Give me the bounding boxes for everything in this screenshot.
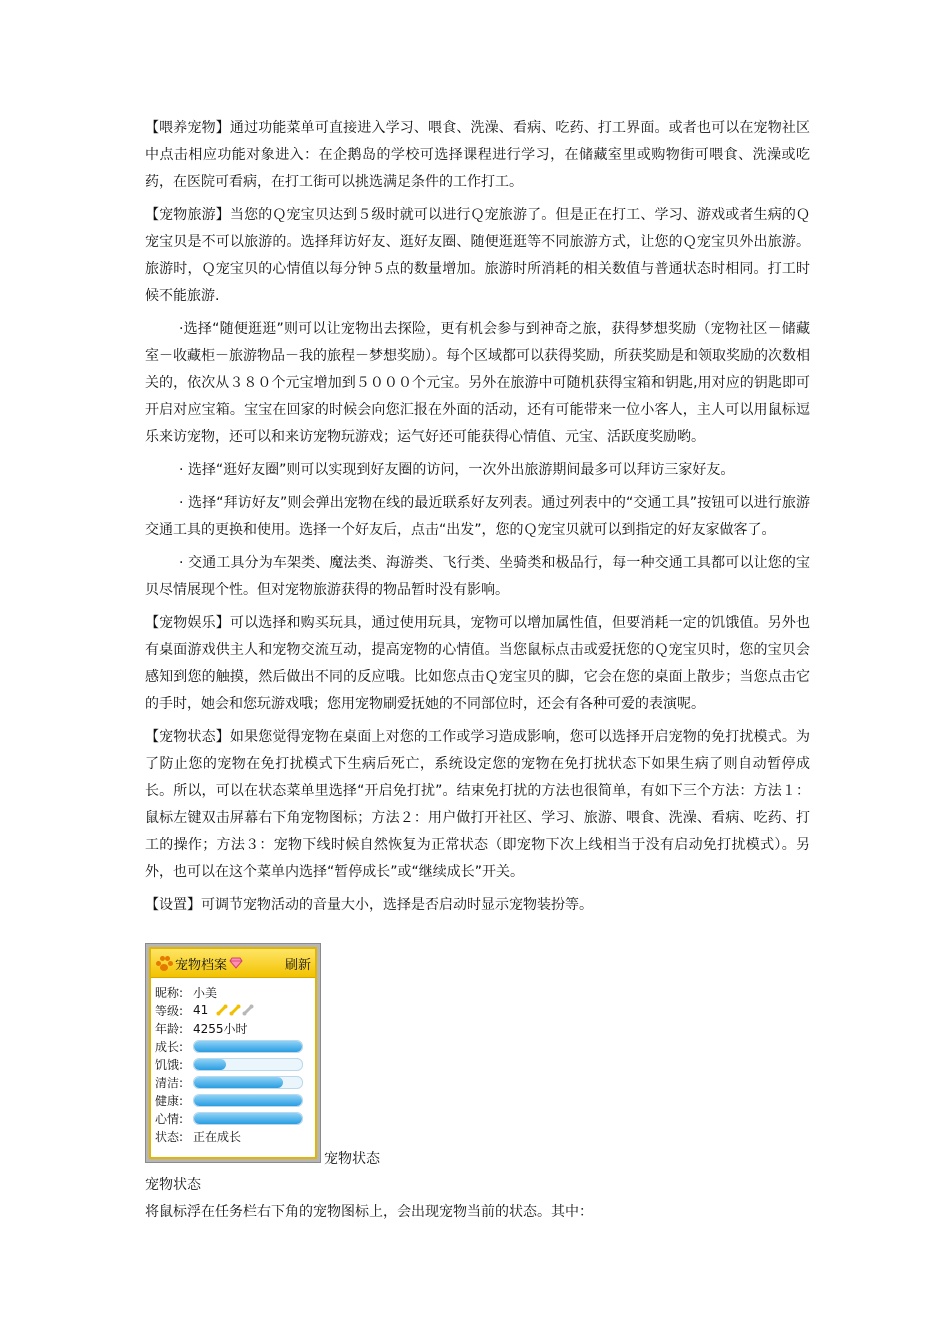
paragraph-text: 如果您觉得宠物在桌面上对您的工作或学习造成影响，您可以选择开启宠物的免打扰模式。为了防止您的宠物在免打扰模式下生病后死亡，系统设定您的宠物在免打扰状态下如果生病了则自动暂停成长。所以，可以在状态菜单里选择“开启免打扰”。结束免打扰的方法也很简单，有如下三个方法：方法１：鼠标左键双击屏幕右下角宠物图标；方法２：用户做打开社区、学习、旅游、喂食、洗澡、看病、吃药、打工的操作；方法３：宠物下线时候自然恢复为正常状态（即宠物下次上线相当于没有启动免打扰模式）。另外，也可以在这个菜单内选择“暂停成长”或“继续成长”开关。	[145, 729, 811, 880]
paragraph-pet-status	[145, 724, 810, 886]
growth-label: 成长:	[155, 1039, 184, 1054]
paragraph-random-stroll: ·选择“随便逛逛”则可以让宠物出去探险，更有机会参与到神奇之旅，获得梦想奖励（宠物社区－储藏室－收藏柜－旅游物品－我的旅程－梦想奖励）。每个区域都可以获得奖励，所获奖励是和领取奖励的次数相关的，依次从３８０个元宝增加到５０００个元宝。另外在旅游中可随机获得宝箱和钥匙,用对应的钥匙即可开启对应宝箱。宝宝在回家的时候会向您汇报在外面的活动，还有可能带来一位小客人，主人可以用鼠标逗乐来访宠物，还可以和来访宠物玩游戏；运气好还可能获得心情值、元宝、活跃度奖励哟。	[145, 321, 810, 445]
paragraph-feed-pet	[145, 115, 810, 196]
paragraph-text: 可以选择和购买玩具，通过使用玩具，宠物可以增加属性值，但要消耗一定的饥饿值。另外也有桌面游戏供主人和宠物交流互动，提高宠物的心情值。当您鼠标点击或爱抚您的Ｑ宠宝贝时，您的宝贝会感知到您的触摸，然后做出不同的反应哦。比如您点击Ｑ宠宝贝的脚，它会在您的桌面上散步；当您点击它的手时，她会和您玩游戏哦；您用宠物刷爱抚她的不同部位时，还会有各种可爱的表演呢。	[145, 615, 811, 712]
nickname-value: 小美	[193, 985, 218, 1000]
section-head: 【设置】	[145, 897, 201, 913]
pet-profile-panel	[145, 943, 321, 1163]
document-body	[145, 115, 810, 925]
paragraph-text: 通过功能菜单可直接进入学习、喂食、洗澡、看病、吃药、打工界面。或者也可以在宠物社区中点击相应功能对象进入：在企鹅岛的学校可选择课程进行学习，在储藏室里或购物街可喂食、洗澡或吃药，在医院可看病，在打工街可以挑选满足条件的工作打工。	[145, 120, 811, 190]
hunger-label: 饥饿:	[155, 1057, 184, 1072]
growth-bar	[193, 1040, 303, 1053]
health-label: 健康:	[155, 1093, 184, 1108]
bone-icon	[242, 1004, 254, 1016]
bar-fill	[194, 1113, 302, 1124]
clean-bar	[193, 1076, 303, 1089]
level-label: 等级:	[155, 1003, 184, 1018]
stat-row	[155, 1055, 315, 1073]
bar-fill	[194, 1095, 302, 1106]
status-row	[155, 1127, 315, 1145]
panel-header	[151, 949, 315, 978]
last-paragraph: 将鼠标浮在任务栏右下角的宠物图标上，会出现宠物当前的状态。其中：	[145, 1204, 593, 1220]
bar-fill	[194, 1041, 302, 1052]
status-label: 状态:	[155, 1129, 184, 1144]
section-head: 【宠物娱乐】	[145, 615, 230, 631]
age-value: 4255小时	[193, 1021, 248, 1036]
health-bar	[193, 1094, 303, 1107]
paragraph-vehicles: · 交通工具分为车架类、魔法类、海游类、飞行类、坐骑类和极品行，每一种交通工具都可以让您的宝贝尽情展现个性。但对宠物旅游获得的物品暂时没有影响。	[145, 555, 810, 598]
paragraph-text: 可调节宠物活动的音量大小，选择是否启动时显示宠物装扮等。	[201, 897, 593, 913]
bar-fill	[194, 1077, 283, 1088]
image-caption-inline: 宠物状态	[324, 1151, 380, 1167]
paragraph-pet-travel	[145, 202, 810, 310]
paragraph-friend-circle: · 选择“逛好友圈”则可以实现到好友圈的访问，一次外出旅游期间最多可以拜访三家好友。	[179, 462, 735, 478]
age-row	[155, 1019, 315, 1037]
figure-caption: 宠物状态	[145, 1177, 201, 1193]
clean-label: 清洁:	[155, 1075, 184, 1090]
mood-bar	[193, 1112, 303, 1125]
paragraph-pet-entertainment	[145, 610, 810, 718]
mood-label: 心情:	[155, 1111, 184, 1126]
paragraph-visit-friend: · 选择“拜访好友”则会弹出宠物在线的最近联系好友列表。通过列表中的“交通工具”按钮可以进行旅游交通工具的更换和使用。选择一个好友后，点击“出发”，您的Ｑ宠宝贝就可以到指定的好友家做客了。	[145, 495, 810, 538]
bone-icon	[229, 1004, 241, 1016]
bar-fill	[194, 1059, 226, 1070]
refresh-button[interactable]: 刷新	[284, 957, 311, 973]
below-figure-text	[145, 1172, 810, 1226]
section-head: 【喂养宠物】	[145, 120, 230, 136]
panel-title: 宠物档案	[175, 957, 228, 973]
stat-row	[155, 1109, 315, 1127]
status-value: 正在成长	[193, 1129, 242, 1144]
level-row	[155, 1001, 315, 1019]
stat-row	[155, 1091, 315, 1109]
bone-icon	[216, 1004, 228, 1016]
stat-row	[155, 1037, 315, 1055]
paragraph-settings	[145, 892, 810, 919]
nickname-row	[155, 983, 315, 1001]
section-head: 【宠物旅游】	[145, 207, 230, 223]
paragraph-text: 当您的Ｑ宠宝贝达到５级时就可以进行Ｑ宠旅游了。但是正在打工、学习、游戏或者生病的Ｑ宠宝贝是不可以旅游的。选择拜访好友、逛好友圈、随便逛逛等不同旅游方式，让您的Ｑ宠宝贝外出旅游。旅游时，Ｑ宠宝贝的心情值以每分钟５点的数量增加。旅游时所消耗的相关数值与普通状态时相同。打工时候不能旅游.	[145, 207, 811, 304]
section-head: 【宠物状态】	[145, 729, 230, 745]
stat-row	[155, 1073, 315, 1091]
paw-icon	[155, 955, 173, 971]
level-value: 41	[193, 1003, 209, 1017]
diamond-icon	[229, 957, 243, 969]
age-label: 年龄:	[155, 1021, 184, 1036]
hunger-bar	[193, 1058, 303, 1071]
nickname-label: 昵称:	[155, 985, 184, 1000]
